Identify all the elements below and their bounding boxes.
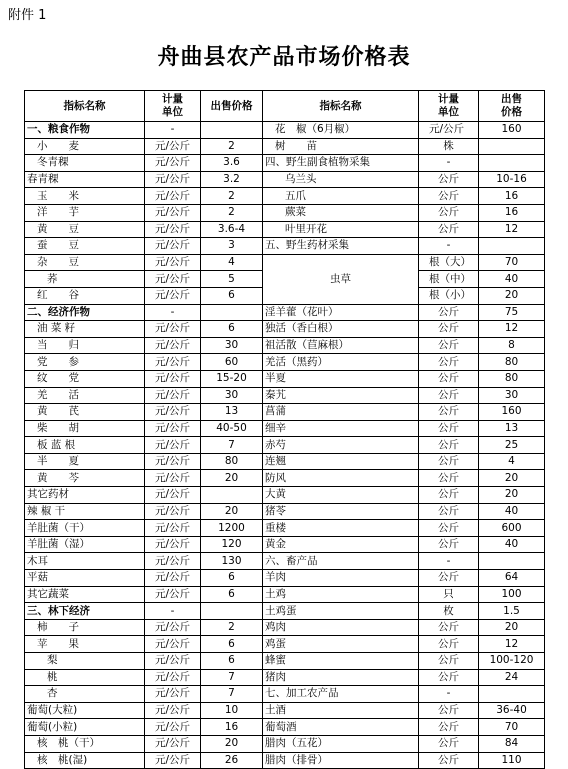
- right-item-price: 24: [479, 669, 545, 686]
- right-item-unit: 公斤: [419, 752, 479, 769]
- left-item-price: 2: [201, 204, 263, 221]
- right-item-name: 独活（香白根）: [263, 321, 419, 338]
- right-item-unit: 公斤: [419, 404, 479, 421]
- table-row: [25, 669, 545, 686]
- left-item-name: 木耳: [25, 553, 145, 570]
- left-item-name: 红 谷: [25, 287, 145, 304]
- left-item-unit: 元/公斤: [145, 553, 201, 570]
- right-item-unit: 公斤: [419, 437, 479, 454]
- right-item-unit: 公斤: [419, 420, 479, 437]
- right-item-unit: 根（大）: [419, 254, 479, 271]
- left-item-unit: 元/公斤: [145, 570, 201, 587]
- right-item-name: 防风: [263, 470, 419, 487]
- right-item-price: 13: [479, 420, 545, 437]
- right-item-name: 腊肉（五花）: [263, 735, 419, 752]
- left-item-price: 6: [201, 653, 263, 670]
- left-item-name: 羊肚菌（干）: [25, 520, 145, 537]
- left-item-unit: 元/公斤: [145, 188, 201, 205]
- right-item-name: 赤芍: [263, 437, 419, 454]
- left-item-name: 桃: [25, 669, 145, 686]
- table-row: [25, 520, 545, 537]
- table-row: [25, 653, 545, 670]
- table-row: [25, 719, 545, 736]
- right-item-price: 70: [479, 719, 545, 736]
- left-item-unit: 元/公斤: [145, 354, 201, 371]
- right-item-name: 虫草: [263, 254, 419, 304]
- right-item-unit: 公斤: [419, 370, 479, 387]
- right-item-price: 8: [479, 337, 545, 354]
- right-item-unit: 公斤: [419, 188, 479, 205]
- right-item-price: 64: [479, 570, 545, 587]
- left-item-price: 10: [201, 702, 263, 719]
- right-item-price: 100: [479, 586, 545, 603]
- left-item-name: 当 归: [25, 337, 145, 354]
- right-item-unit: 公斤: [419, 171, 479, 188]
- table-row: [25, 254, 545, 271]
- right-item-name: 连翘: [263, 453, 419, 470]
- right-item-name: 蕨菜: [263, 204, 419, 221]
- right-item-unit: 公斤: [419, 669, 479, 686]
- table-row: [25, 138, 545, 155]
- right-item-price: 12: [479, 636, 545, 653]
- right-item-price: [479, 138, 545, 155]
- page-title: 舟曲县农产品市场价格表: [157, 44, 411, 70]
- right-item-unit: 公斤: [419, 221, 479, 238]
- left-item-price: 6: [201, 287, 263, 304]
- left-item-unit: 元/公斤: [145, 238, 201, 255]
- table-row: [25, 420, 545, 437]
- left-item-name: 柴 胡: [25, 420, 145, 437]
- left-item-unit: 元/公斤: [145, 453, 201, 470]
- left-item-unit: 元/公斤: [145, 204, 201, 221]
- header-right-price: 出售 价格: [479, 91, 545, 122]
- right-item-price: 40: [479, 536, 545, 553]
- left-item-price: 3: [201, 238, 263, 255]
- right-item-name: 乌兰头: [263, 171, 419, 188]
- left-item-name: 蚕 豆: [25, 238, 145, 255]
- right-item-unit: 公斤: [419, 470, 479, 487]
- left-item-name: 黄 豆: [25, 221, 145, 238]
- right-item-name: 腊肉（排骨）: [263, 752, 419, 769]
- left-item-unit: 元/公斤: [145, 520, 201, 537]
- table-row: [25, 752, 545, 769]
- price-table: [24, 90, 545, 769]
- left-item-price: 6: [201, 586, 263, 603]
- left-item-name: 小 麦: [25, 138, 145, 155]
- left-item-unit: -: [145, 603, 201, 620]
- right-item-price: 12: [479, 221, 545, 238]
- right-item-unit: 元/公斤: [419, 122, 479, 139]
- left-item-unit: 元/公斤: [145, 719, 201, 736]
- right-item-name: 花 椒（6月椒）: [263, 122, 419, 139]
- left-item-price: 7: [201, 669, 263, 686]
- table-row: [25, 204, 545, 221]
- right-item-name: 鸡肉: [263, 619, 419, 636]
- right-item-name: 羌活（黑药）: [263, 354, 419, 371]
- header-right-name: 指标名称: [263, 91, 419, 122]
- table-row: [25, 188, 545, 205]
- right-item-unit: 公斤: [419, 735, 479, 752]
- left-item-unit: 元/公斤: [145, 470, 201, 487]
- right-item-unit: 株: [419, 138, 479, 155]
- right-item-price: 160: [479, 122, 545, 139]
- left-item-price: 2: [201, 619, 263, 636]
- left-item-name: 黄 芩: [25, 470, 145, 487]
- right-item-price: [479, 553, 545, 570]
- left-item-unit: -: [145, 304, 201, 321]
- left-item-unit: 元/公斤: [145, 420, 201, 437]
- header-unit: 计量 单位: [145, 91, 201, 122]
- left-item-name: 其它药材: [25, 487, 145, 504]
- left-item-name: 羊肚菌（湿）: [25, 536, 145, 553]
- left-item-name: 核 桃（干）: [25, 735, 145, 752]
- table-row: [25, 570, 545, 587]
- header-price: 出售价格: [201, 91, 263, 122]
- right-item-name: 树 苗: [263, 138, 419, 155]
- right-item-unit: 公斤: [419, 719, 479, 736]
- right-item-name: 蜂蜜: [263, 653, 419, 670]
- right-item-name: 猪肉: [263, 669, 419, 686]
- left-item-price: 30: [201, 387, 263, 404]
- left-item-name: 羌 活: [25, 387, 145, 404]
- right-item-unit: 公斤: [419, 570, 479, 587]
- right-item-name: 淫羊藿（花叶）: [263, 304, 419, 321]
- left-item-name: 油 菜 籽: [25, 321, 145, 338]
- left-item-unit: 元/公斤: [145, 337, 201, 354]
- right-item-unit: -: [419, 238, 479, 255]
- left-item-price: [201, 603, 263, 620]
- left-item-name: 柿 子: [25, 619, 145, 636]
- right-item-unit: 公斤: [419, 487, 479, 504]
- left-item-price: 80: [201, 453, 263, 470]
- header-name: 指标名称: [25, 91, 145, 122]
- left-item-price: 4: [201, 254, 263, 271]
- left-item-unit: 元/公斤: [145, 155, 201, 172]
- left-item-unit: 元/公斤: [145, 487, 201, 504]
- right-item-unit: -: [419, 553, 479, 570]
- right-item-name: 秦艽: [263, 387, 419, 404]
- table-row: [25, 387, 545, 404]
- left-item-name: 春青稞: [25, 171, 145, 188]
- right-item-unit: 根（中）: [419, 271, 479, 288]
- left-item-price: 40-50: [201, 420, 263, 437]
- left-item-name: 平菇: [25, 570, 145, 587]
- left-item-unit: -: [145, 122, 201, 139]
- left-item-unit: 元/公斤: [145, 138, 201, 155]
- left-item-name: 葡萄(大粒): [25, 702, 145, 719]
- table-row: [25, 586, 545, 603]
- table-row: [25, 321, 545, 338]
- left-item-price: 60: [201, 354, 263, 371]
- right-item-price: [479, 238, 545, 255]
- left-item-unit: 元/公斤: [145, 387, 201, 404]
- right-item-name: 五、野生药材采集: [263, 238, 419, 255]
- right-item-unit: 公斤: [419, 653, 479, 670]
- right-item-price: 20: [479, 487, 545, 504]
- left-item-unit: 元/公斤: [145, 636, 201, 653]
- right-item-unit: 公斤: [419, 304, 479, 321]
- left-item-unit: 元/公斤: [145, 653, 201, 670]
- table-row: [25, 155, 545, 172]
- table-row: [25, 453, 545, 470]
- right-item-unit: 公斤: [419, 453, 479, 470]
- left-item-name: 二、经济作物: [25, 304, 145, 321]
- table-row: [25, 122, 545, 139]
- attachment-label: 附件 1: [8, 8, 47, 23]
- right-item-price: 1.5: [479, 603, 545, 620]
- left-item-unit: 元/公斤: [145, 503, 201, 520]
- left-item-name: 葡萄(小粒): [25, 719, 145, 736]
- right-item-price: 160: [479, 404, 545, 421]
- left-item-name: 纹 党: [25, 370, 145, 387]
- left-item-price: 6: [201, 570, 263, 587]
- right-item-unit: 根（小）: [419, 287, 479, 304]
- table-row: [25, 304, 545, 321]
- left-item-price: [201, 122, 263, 139]
- left-item-name: 党 参: [25, 354, 145, 371]
- right-item-name: 猪苓: [263, 503, 419, 520]
- right-item-price: 40: [479, 503, 545, 520]
- right-item-price: 75: [479, 304, 545, 321]
- table-row: [25, 404, 545, 421]
- table-row: [25, 536, 545, 553]
- left-item-unit: 元/公斤: [145, 702, 201, 719]
- left-item-price: 2: [201, 188, 263, 205]
- left-item-unit: 元/公斤: [145, 287, 201, 304]
- left-item-unit: 元/公斤: [145, 254, 201, 271]
- left-item-price: 5: [201, 271, 263, 288]
- right-item-price: 80: [479, 354, 545, 371]
- left-item-name: 玉 米: [25, 188, 145, 205]
- left-item-name: 辣 椒 干: [25, 503, 145, 520]
- left-item-price: 26: [201, 752, 263, 769]
- left-item-unit: 元/公斤: [145, 404, 201, 421]
- right-item-unit: 公斤: [419, 619, 479, 636]
- left-item-name: 梨: [25, 653, 145, 670]
- table-row: [25, 603, 545, 620]
- right-item-name: 重楼: [263, 520, 419, 537]
- left-item-name: 冬青稞: [25, 155, 145, 172]
- right-item-unit: -: [419, 686, 479, 703]
- right-item-price: 40: [479, 271, 545, 288]
- right-item-price: [479, 686, 545, 703]
- table-row: [25, 553, 545, 570]
- left-item-price: 13: [201, 404, 263, 421]
- left-item-name: 三、林下经济: [25, 603, 145, 620]
- left-item-price: 120: [201, 536, 263, 553]
- left-item-name: 一、粮食作物: [25, 122, 145, 139]
- left-item-price: 3.6: [201, 155, 263, 172]
- left-item-unit: 元/公斤: [145, 171, 201, 188]
- right-item-name: 土酒: [263, 702, 419, 719]
- right-item-name: 叶里开花: [263, 221, 419, 238]
- right-item-name: 菖蒲: [263, 404, 419, 421]
- right-item-unit: 公斤: [419, 702, 479, 719]
- table-row: [25, 354, 545, 371]
- right-item-unit: 公斤: [419, 636, 479, 653]
- right-item-name: 羊肉: [263, 570, 419, 587]
- left-item-unit: 元/公斤: [145, 752, 201, 769]
- left-item-name: 荞: [25, 271, 145, 288]
- table-row: [25, 686, 545, 703]
- table-row: [25, 735, 545, 752]
- left-item-price: 3.2: [201, 171, 263, 188]
- right-item-unit: 枚: [419, 603, 479, 620]
- right-item-price: 36-40: [479, 702, 545, 719]
- right-item-price: 600: [479, 520, 545, 537]
- left-item-unit: 元/公斤: [145, 370, 201, 387]
- left-item-name: 板 蓝 根: [25, 437, 145, 454]
- left-item-name: 黄 芪: [25, 404, 145, 421]
- right-item-name: 细辛: [263, 420, 419, 437]
- left-item-price: 7: [201, 686, 263, 703]
- right-item-price: 30: [479, 387, 545, 404]
- table-row: [25, 238, 545, 255]
- right-item-price: 100-120: [479, 653, 545, 670]
- right-item-name: 大黄: [263, 487, 419, 504]
- right-item-price: [479, 155, 545, 172]
- left-item-unit: 元/公斤: [145, 686, 201, 703]
- left-item-price: 16: [201, 719, 263, 736]
- table-row: [25, 636, 545, 653]
- right-item-unit: -: [419, 155, 479, 172]
- right-item-unit: 公斤: [419, 204, 479, 221]
- left-item-price: 6: [201, 321, 263, 338]
- right-item-price: 16: [479, 204, 545, 221]
- right-item-unit: 公斤: [419, 321, 479, 338]
- left-item-name: 洋 芋: [25, 204, 145, 221]
- table-row: [25, 171, 545, 188]
- left-item-price: 2: [201, 138, 263, 155]
- left-item-name: 半 夏: [25, 453, 145, 470]
- right-item-price: 10-16: [479, 171, 545, 188]
- right-item-price: 20: [479, 287, 545, 304]
- right-item-name: 五爪: [263, 188, 419, 205]
- right-item-name: 黄金: [263, 536, 419, 553]
- table-row: [25, 487, 545, 504]
- left-item-price: 6: [201, 636, 263, 653]
- right-item-name: 半夏: [263, 370, 419, 387]
- right-item-name: 土鸡蛋: [263, 603, 419, 620]
- right-item-name: 土鸡: [263, 586, 419, 603]
- right-item-unit: 公斤: [419, 503, 479, 520]
- right-item-unit: 公斤: [419, 536, 479, 553]
- right-item-name: 四、野生副食植物采集: [263, 155, 419, 172]
- left-item-unit: 元/公斤: [145, 669, 201, 686]
- table-row: [25, 437, 545, 454]
- right-item-price: 16: [479, 188, 545, 205]
- right-item-name: 祖活散（苣麻根）: [263, 337, 419, 354]
- left-item-price: 20: [201, 470, 263, 487]
- left-item-unit: 元/公斤: [145, 619, 201, 636]
- header-row: [25, 91, 545, 122]
- table-row: [25, 702, 545, 719]
- left-item-name: 其它蔬菜: [25, 586, 145, 603]
- left-item-unit: 元/公斤: [145, 437, 201, 454]
- left-item-unit: 元/公斤: [145, 586, 201, 603]
- right-item-price: 70: [479, 254, 545, 271]
- left-item-price: [201, 304, 263, 321]
- right-item-price: 20: [479, 470, 545, 487]
- right-item-price: 80: [479, 370, 545, 387]
- left-item-price: 30: [201, 337, 263, 354]
- left-item-price: 7: [201, 437, 263, 454]
- left-item-price: 1200: [201, 520, 263, 537]
- right-item-price: 20: [479, 619, 545, 636]
- right-item-name: 六、畜产品: [263, 553, 419, 570]
- left-item-name: 核 桃(湿): [25, 752, 145, 769]
- left-item-price: 3.6-4: [201, 221, 263, 238]
- header-right-unit: 计量 单位: [419, 91, 479, 122]
- table-row: [25, 370, 545, 387]
- table-row: [25, 221, 545, 238]
- left-item-price: [201, 487, 263, 504]
- left-item-unit: 元/公斤: [145, 221, 201, 238]
- table-row: [25, 470, 545, 487]
- left-item-price: 15-20: [201, 370, 263, 387]
- right-item-unit: 只: [419, 586, 479, 603]
- right-item-price: 110: [479, 752, 545, 769]
- left-item-name: 杏: [25, 686, 145, 703]
- right-item-price: 4: [479, 453, 545, 470]
- right-item-price: 84: [479, 735, 545, 752]
- left-item-unit: 元/公斤: [145, 271, 201, 288]
- left-item-unit: 元/公斤: [145, 735, 201, 752]
- left-item-price: 20: [201, 735, 263, 752]
- right-item-price: 25: [479, 437, 545, 454]
- left-item-price: 20: [201, 503, 263, 520]
- table-row: [25, 503, 545, 520]
- right-item-unit: 公斤: [419, 387, 479, 404]
- right-item-name: 七、加工农产品: [263, 686, 419, 703]
- table-row: [25, 337, 545, 354]
- left-item-name: 苹 果: [25, 636, 145, 653]
- table-body: [25, 122, 545, 769]
- table-row: [25, 619, 545, 636]
- left-item-unit: 元/公斤: [145, 536, 201, 553]
- right-item-unit: 公斤: [419, 354, 479, 371]
- left-item-name: 杂 豆: [25, 254, 145, 271]
- right-item-price: 12: [479, 321, 545, 338]
- left-item-unit: 元/公斤: [145, 321, 201, 338]
- right-item-unit: 公斤: [419, 520, 479, 537]
- right-item-unit: 公斤: [419, 337, 479, 354]
- right-item-name: 鸡蛋: [263, 636, 419, 653]
- left-item-price: 130: [201, 553, 263, 570]
- right-item-name: 葡萄酒: [263, 719, 419, 736]
